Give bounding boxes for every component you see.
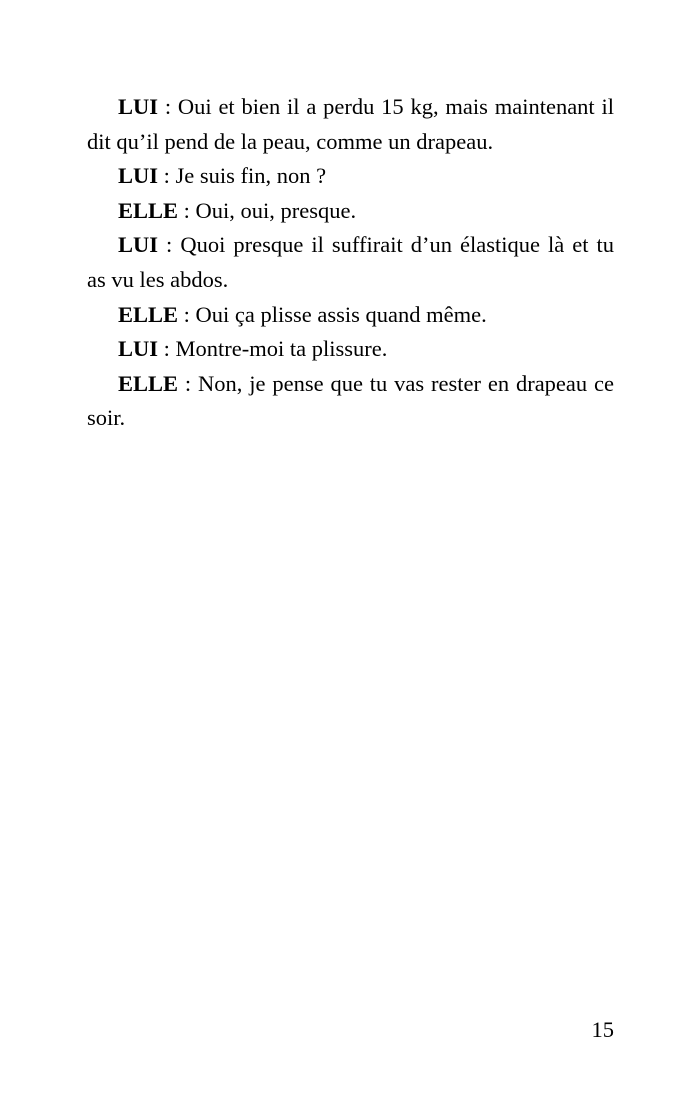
speaker-separator: : (178, 370, 199, 396)
dialogue-speech: Oui ça plisse assis quand même. (195, 301, 487, 327)
dialogue-speech: Montre-moi ta plissure. (175, 336, 388, 362)
dialogue-speech: Quoi presque il suffirait d’un élastique là et tu as vu les abdos. (87, 232, 614, 292)
dialogue-speech: Oui, oui, presque. (195, 197, 357, 223)
dialogue-line (87, 159, 614, 194)
speaker-name: LUI (118, 94, 159, 119)
speaker-name: LUI (118, 232, 159, 258)
speaker-separator: : (178, 301, 196, 327)
speaker-separator: : (158, 232, 181, 258)
dialogue-line (87, 228, 614, 297)
speaker-name: ELLE (118, 370, 179, 396)
dialogue-text (87, 90, 614, 436)
dialogue-line (87, 90, 614, 159)
speaker-separator: : (178, 197, 196, 223)
dialogue-line (87, 194, 614, 229)
speaker-separator: : (158, 94, 178, 119)
speaker-separator: : (158, 336, 176, 362)
dialogue-speech: Non, je pense que tu vas rester en drapeau ce soir. (87, 370, 614, 431)
speaker-name: ELLE (118, 197, 179, 223)
speaker-name: ELLE (118, 301, 179, 327)
dialogue-line (87, 332, 614, 367)
speaker-name: LUI (118, 336, 159, 362)
dialogue-line (87, 298, 614, 333)
page-number: 15 (591, 1017, 614, 1042)
speaker-name: LUI (118, 163, 159, 189)
dialogue-speech: Oui et bien il a perdu 15 kg, mais maintenant il dit qu’il pend de la peau, comme un drapeau. (87, 94, 614, 154)
dialogue-line (87, 367, 614, 436)
dialogue-speech: Je suis fin, non ? (175, 163, 327, 189)
speaker-separator: : (158, 163, 176, 189)
